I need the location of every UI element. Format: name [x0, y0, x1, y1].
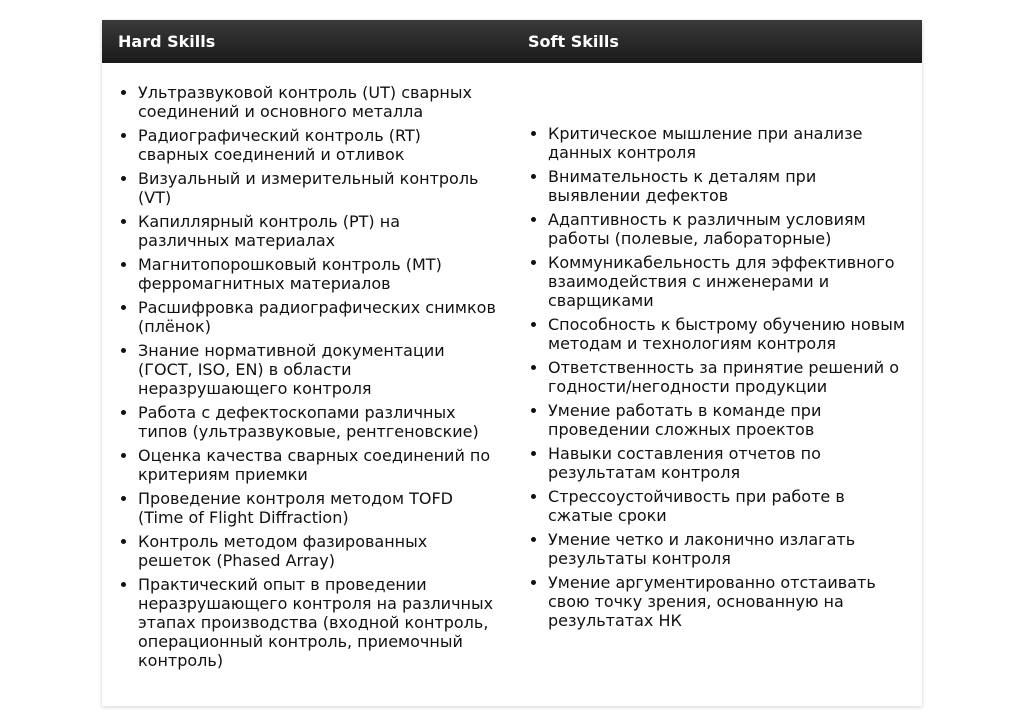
list-item: • Капиллярный контроль (PT) на различных материалах — [138, 212, 496, 250]
list-item: • Визуальный и измерительный контроль (VT) — [138, 169, 496, 207]
skills-card — [102, 20, 922, 706]
list-item: • Коммуникабельность для эффективного взаимодействия с инженерами и сварщиками — [548, 253, 906, 310]
list-item: • Стрессоустойчивость при работе в сжатые сроки — [548, 487, 906, 525]
list-item: • Расшифровка радиографических снимков (плёнок) — [138, 298, 496, 336]
list-item: • Способность к быстрому обучению новым методам и технологиям контроля — [548, 315, 906, 353]
hard-skills-list — [118, 83, 496, 670]
soft-skills-list — [528, 124, 906, 630]
list-item: • Проведение контроля методом TOFD (Time of Flight Diffraction) — [138, 489, 496, 527]
list-item: • Умение аргументированно отстаивать свою точку зрения, основанную на результатах НК — [548, 573, 906, 630]
list-item: • Умение четко и лаконично излагать результаты контроля — [548, 530, 906, 568]
list-item: • Адаптивность к различным условиям работы (полевые, лабораторные) — [548, 210, 906, 248]
list-item: • Радиографический контроль (RT) сварных соединений и отливок — [138, 126, 496, 164]
hard-skills-header: Hard Skills — [118, 32, 216, 51]
list-item: • Оценка качества сварных соединений по критериям приемки — [138, 446, 496, 484]
list-item: • Ответственность за принятие решений о годности/негодности продукции — [548, 358, 906, 396]
hard-skills-cell — [102, 63, 512, 675]
table-body-row — [102, 63, 922, 675]
list-item: • Навыки составления отчетов по результатам контроля — [548, 444, 906, 482]
list-item: • Умение работать в команде при проведении сложных проектов — [548, 401, 906, 439]
list-item: • Работа с дефектоскопами различных типов (ультразвуковые, рентгеновские) — [138, 403, 496, 441]
list-item: • Магнитопорошковый контроль (MT) ферромагнитных материалов — [138, 255, 496, 293]
soft-skills-cell — [512, 63, 922, 675]
list-item: • Знание нормативной документации (ГОСТ, ISO, EN) в области неразрушающего контроля — [138, 341, 496, 398]
list-item: • Критическое мышление при анализе данных контроля — [548, 124, 906, 162]
list-item: • Ультразвуковой контроль (UT) сварных соединений и основного металла — [138, 83, 496, 121]
list-item: • Внимательность к деталям при выявлении дефектов — [548, 167, 906, 205]
list-item: • Контроль методом фазированных решеток (Phased Array) — [138, 532, 496, 570]
table-header-row — [102, 20, 922, 63]
soft-skills-header: Soft Skills — [528, 32, 619, 51]
list-item: • Практический опыт в проведении неразрушающего контроля на различных этапах производства (входной контроль, операционный контроль, приемочный контроль) — [138, 575, 496, 670]
skills-table — [102, 20, 922, 675]
